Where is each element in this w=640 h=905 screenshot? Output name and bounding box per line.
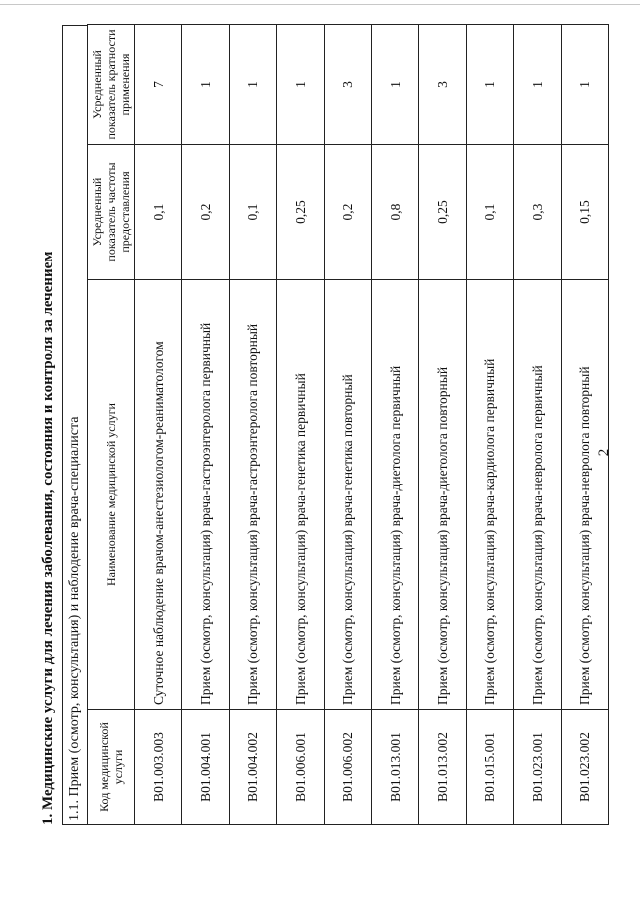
cell-frequency: 0,1 [229,145,276,280]
cell-multiplicity: 1 [182,25,229,145]
cell-name: Прием (осмотр, консультация) врача-невролога первичный [514,280,561,710]
cell-multiplicity: 1 [229,25,276,145]
cell-multiplicity: 3 [419,25,466,145]
cell-multiplicity: 7 [135,25,182,145]
cell-multiplicity: 1 [371,25,418,145]
cell-name: Прием (осмотр, консультация) врача-кардиолога первичный [466,280,513,710]
cell-multiplicity: 1 [277,25,324,145]
header-name: Наименование медицинской услуги [88,280,135,710]
cell-name: Прием (осмотр, консультация) врача-генетика повторный [324,280,371,710]
cell-code: B01.006.001 [277,710,324,825]
cell-code: B01.015.001 [466,710,513,825]
cell-multiplicity: 1 [466,25,513,145]
cell-multiplicity: 1 [514,25,561,145]
table-row [135,25,182,825]
cell-frequency: 0,25 [419,145,466,280]
table-row [371,25,418,825]
services-table [87,24,609,825]
cell-frequency: 0,1 [466,145,513,280]
cell-code: B01.013.002 [419,710,466,825]
cell-multiplicity: 1 [561,25,608,145]
section-title: 1. Медицинские услуги для лечения заболевания, состояния и контроля за лечением [40,251,56,825]
cell-frequency: 0,2 [182,145,229,280]
cell-code: B01.013.001 [371,710,418,825]
table-row [324,25,371,825]
cell-code: B01.006.002 [324,710,371,825]
header-frequency: Усредненный показатель частоты предоставления [88,145,135,280]
table-row [182,25,229,825]
cell-name: Прием (осмотр, консультация) врача-невролога повторный [561,280,608,710]
cell-code: B01.004.001 [182,710,229,825]
page-number: 2 [596,448,612,457]
table-row [419,25,466,825]
cell-frequency: 0,15 [561,145,608,280]
header-multiplicity: Усредненный показатель кратности применения [88,25,135,145]
cell-frequency: 0,25 [277,145,324,280]
cell-code: B01.023.001 [514,710,561,825]
table-row [514,25,561,825]
cell-multiplicity: 3 [324,25,371,145]
cell-frequency: 0,2 [324,145,371,280]
cell-frequency: 0,3 [514,145,561,280]
cell-code: B01.004.002 [229,710,276,825]
cell-name: Прием (осмотр, консультация) врача-диетолога первичный [371,280,418,710]
table-row [466,25,513,825]
cell-code: B01.023.002 [561,710,608,825]
cell-name: Прием (осмотр, консультация) врача-гастроэнтеролога первичный [182,280,229,710]
table-row [277,25,324,825]
table-row [229,25,276,825]
header-code: Код медицинской услуги [88,710,135,825]
cell-frequency: 0,8 [371,145,418,280]
cell-name: Прием (осмотр, консультация) врача-гастроэнтеролога повторный [229,280,276,710]
cell-name: Прием (осмотр, консультация) врача-генетика первичный [277,280,324,710]
cell-name: Суточное наблюдение врачом-анестезиологом-реаниматологом [135,280,182,710]
table-header-row [88,25,135,825]
cell-name: Прием (осмотр, консультация) врача-диетолога повторный [419,280,466,710]
subsection-title: 1.1. Прием (осмотр, консультация) и наблодение врача-специалиста [62,25,87,825]
cell-frequency: 0,1 [135,145,182,280]
table-row [561,25,608,825]
cell-code: B01.003.003 [135,710,182,825]
